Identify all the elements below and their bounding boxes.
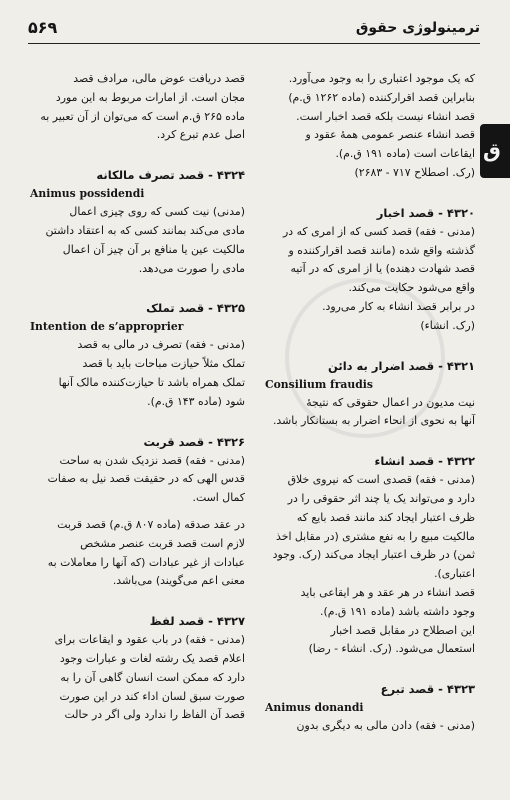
- entry-text: (مدنی - فقه) قصد کسی که از امری که در: [283, 224, 475, 238]
- left-column: [30, 70, 245, 725]
- continued-text: قصد انشاء نیست بلکه قصد اخبار است.: [296, 109, 475, 123]
- entry-text: تملک مثلاً حیازت مباحات باید با قصد: [82, 357, 245, 371]
- continued-text: ماده ۲۶۵ ق.م است که می‌توان از آن تعبیر به: [40, 109, 245, 123]
- entry-text: (مدنی) نیت کسی که روی چیزی اعمال: [69, 205, 245, 219]
- entry-heading: ۴۳۲۴ - قصد تصرف مالکانه: [96, 168, 245, 183]
- latin-term: Animus donandi: [265, 701, 364, 715]
- entry-text: مالکیت عین یا منافع بر آن چیز آن اعمال: [62, 242, 245, 256]
- entry-text: اعلام قصد یک رشته لغات و عبارات وجود: [59, 651, 245, 665]
- entry-text: قصد آن الفاظ را ندارد ولی اگر در حالت: [64, 708, 245, 722]
- entry-heading: ۴۳۲۳ - قصد تبرع: [380, 682, 475, 697]
- running-title: ترمینولوژی حقوق: [355, 20, 480, 36]
- entry-text: (مدنی - فقه) دادن مالی به دیگری بدون: [296, 719, 475, 733]
- entry-text: (مدنی - فقه) قصد نزدیک شدن به ساحت: [59, 453, 245, 467]
- entry-4325: [30, 298, 245, 411]
- cross-reference: (رک. اصطلاح ۷۱۷ - ۲۶۸۳): [354, 165, 475, 179]
- entry-text: (مدنی - فقه) تصرف در مالی به قصد: [77, 338, 245, 352]
- entry-heading: ۴۳۲۷ - قصد لفظ: [149, 614, 245, 629]
- section-thumb-tab: [480, 124, 510, 178]
- entry-text: واقع می‌شود حکایت می‌کند.: [348, 281, 475, 295]
- entry-text: تملک همراه باشد تا حیازت‌کننده مالک آنها: [58, 375, 245, 389]
- continued-text: قصد دریافت عوض مالی، مرادف قصد: [73, 72, 245, 85]
- continued-text: که یک موجود اعتباری را به وجود می‌آورد.: [288, 72, 475, 85]
- entry-text: شود (ماده ۱۴۳ ق.م).: [147, 394, 245, 408]
- continued-text: ایقاعات است (ماده ۱۹۱ ق.م).: [335, 147, 475, 161]
- entry-text: صورت سبق لسان اداء کند در این صورت: [59, 689, 245, 703]
- entry-4327: [30, 611, 245, 725]
- continued-text: قصد انشاء عنصر عمومی همهٔ عقود و: [305, 128, 475, 142]
- entry-heading: ۴۳۲۰ - قصد اخبار: [376, 205, 475, 220]
- entry-text: گذشته واقع شده (مانند قصد اقرارکننده و: [288, 243, 475, 257]
- entry-text: دارد و می‌تواند یک یا چند اثر حقوقی را در: [287, 491, 475, 505]
- entry-4322: [265, 451, 475, 659]
- entry-4326: [30, 432, 245, 592]
- page-header: [28, 18, 480, 44]
- entry-text: قصد شهادت دهنده) یا از امری که در آتیه: [290, 262, 475, 276]
- right-column: [265, 70, 475, 736]
- entry-text: این اصطلاح در مقابل قصد اخبار: [330, 623, 475, 637]
- entry-text: کمال است.: [192, 491, 245, 505]
- entry-4321: [265, 356, 475, 432]
- entry-text: مالکیت مبیع را به نفع مشتری (در مقابل اخذ: [276, 529, 475, 543]
- latin-term: Consilium fraudis: [265, 377, 373, 391]
- cross-reference: (رک. انشاء): [420, 318, 475, 332]
- entry-heading: ۴۳۲۶ - قصد قربت: [143, 434, 245, 449]
- entry-text: (مدنی - فقه) در باب عقود و ایقاعات برای: [54, 633, 245, 647]
- continued-text: اصل عدم تبرع کرد.: [156, 128, 245, 142]
- entry-text: مادی را صورت می‌دهد.: [138, 261, 245, 275]
- entry-text: قصد انشاء در هر عقد و هر ایقاعی باید: [300, 585, 475, 599]
- page-number: ۵۶۹: [28, 18, 58, 37]
- cross-reference: استعمال می‌شود. (رک. انشاء - رضا): [308, 642, 475, 656]
- continued-text: مجان است. از امارات مربوط به این مورد: [55, 90, 245, 104]
- entry-text: لازم است قصد قربت عنصر مشخص: [80, 536, 245, 550]
- entry-text: در برابر قصد انشاء به کار می‌رود.: [322, 299, 475, 313]
- entry-heading: ۴۳۲۲ - قصد انشاء: [374, 454, 475, 469]
- entry-text: آنها به نحوی از انحاء اضرار به بستانکار باشد.: [272, 414, 475, 428]
- entry-text: معنی اعم می‌گویند) می‌باشد.: [112, 574, 245, 588]
- entry-4323: [265, 679, 475, 736]
- entry-text: در عقد صدقه (ماده ۸۰۷ ق.م) قصد قربت: [57, 517, 245, 531]
- entry-text: نیت مدیون در اعمال حقوقی که نتیجهٔ: [306, 395, 475, 409]
- entry-text: عبادات از غیر عبادات (که آنها را معاملات به: [47, 555, 245, 569]
- paragraph-gap: [30, 508, 245, 516]
- entry-heading: ۴۳۲۱ - قصد اضرار به دائن: [328, 358, 475, 373]
- continued-text: بنابراین قصد اقرارکننده (ماده ۱۲۶۲ ق.م): [288, 90, 475, 104]
- latin-term: Intention de s’approprier: [30, 320, 184, 334]
- entry-text: دارد که ممکن است انسان گاهی آن را به: [60, 670, 245, 684]
- entry-text: اعتباری).: [434, 567, 475, 581]
- section-letter: ق: [483, 138, 501, 162]
- entry-text: (مدنی - فقه) قصدی است که نیروی خلاق: [287, 473, 475, 487]
- entry-text: ظرف اعتبار ایجاد کند مانند قصد بایع که: [296, 510, 475, 524]
- entry-text: ثمن) در ظرف اعتبار ایجاد می‌کند (رک. وجود: [272, 548, 475, 562]
- latin-term: Animus possidendi: [30, 187, 145, 201]
- entry-4324: [30, 165, 245, 278]
- entry-text: قدس الهی که در حقیقت قصد نیل به صفات: [47, 472, 245, 486]
- entry-heading: ۴۳۲۵ - قصد تملک: [146, 301, 245, 316]
- entry-4320: [265, 203, 475, 336]
- entry-text: مادی می‌کند بمانند کسی که به اعتقاد داشتن: [45, 223, 245, 237]
- entry-text: وجود داشته باشد (ماده ۱۹۱ ق.م).: [320, 604, 475, 618]
